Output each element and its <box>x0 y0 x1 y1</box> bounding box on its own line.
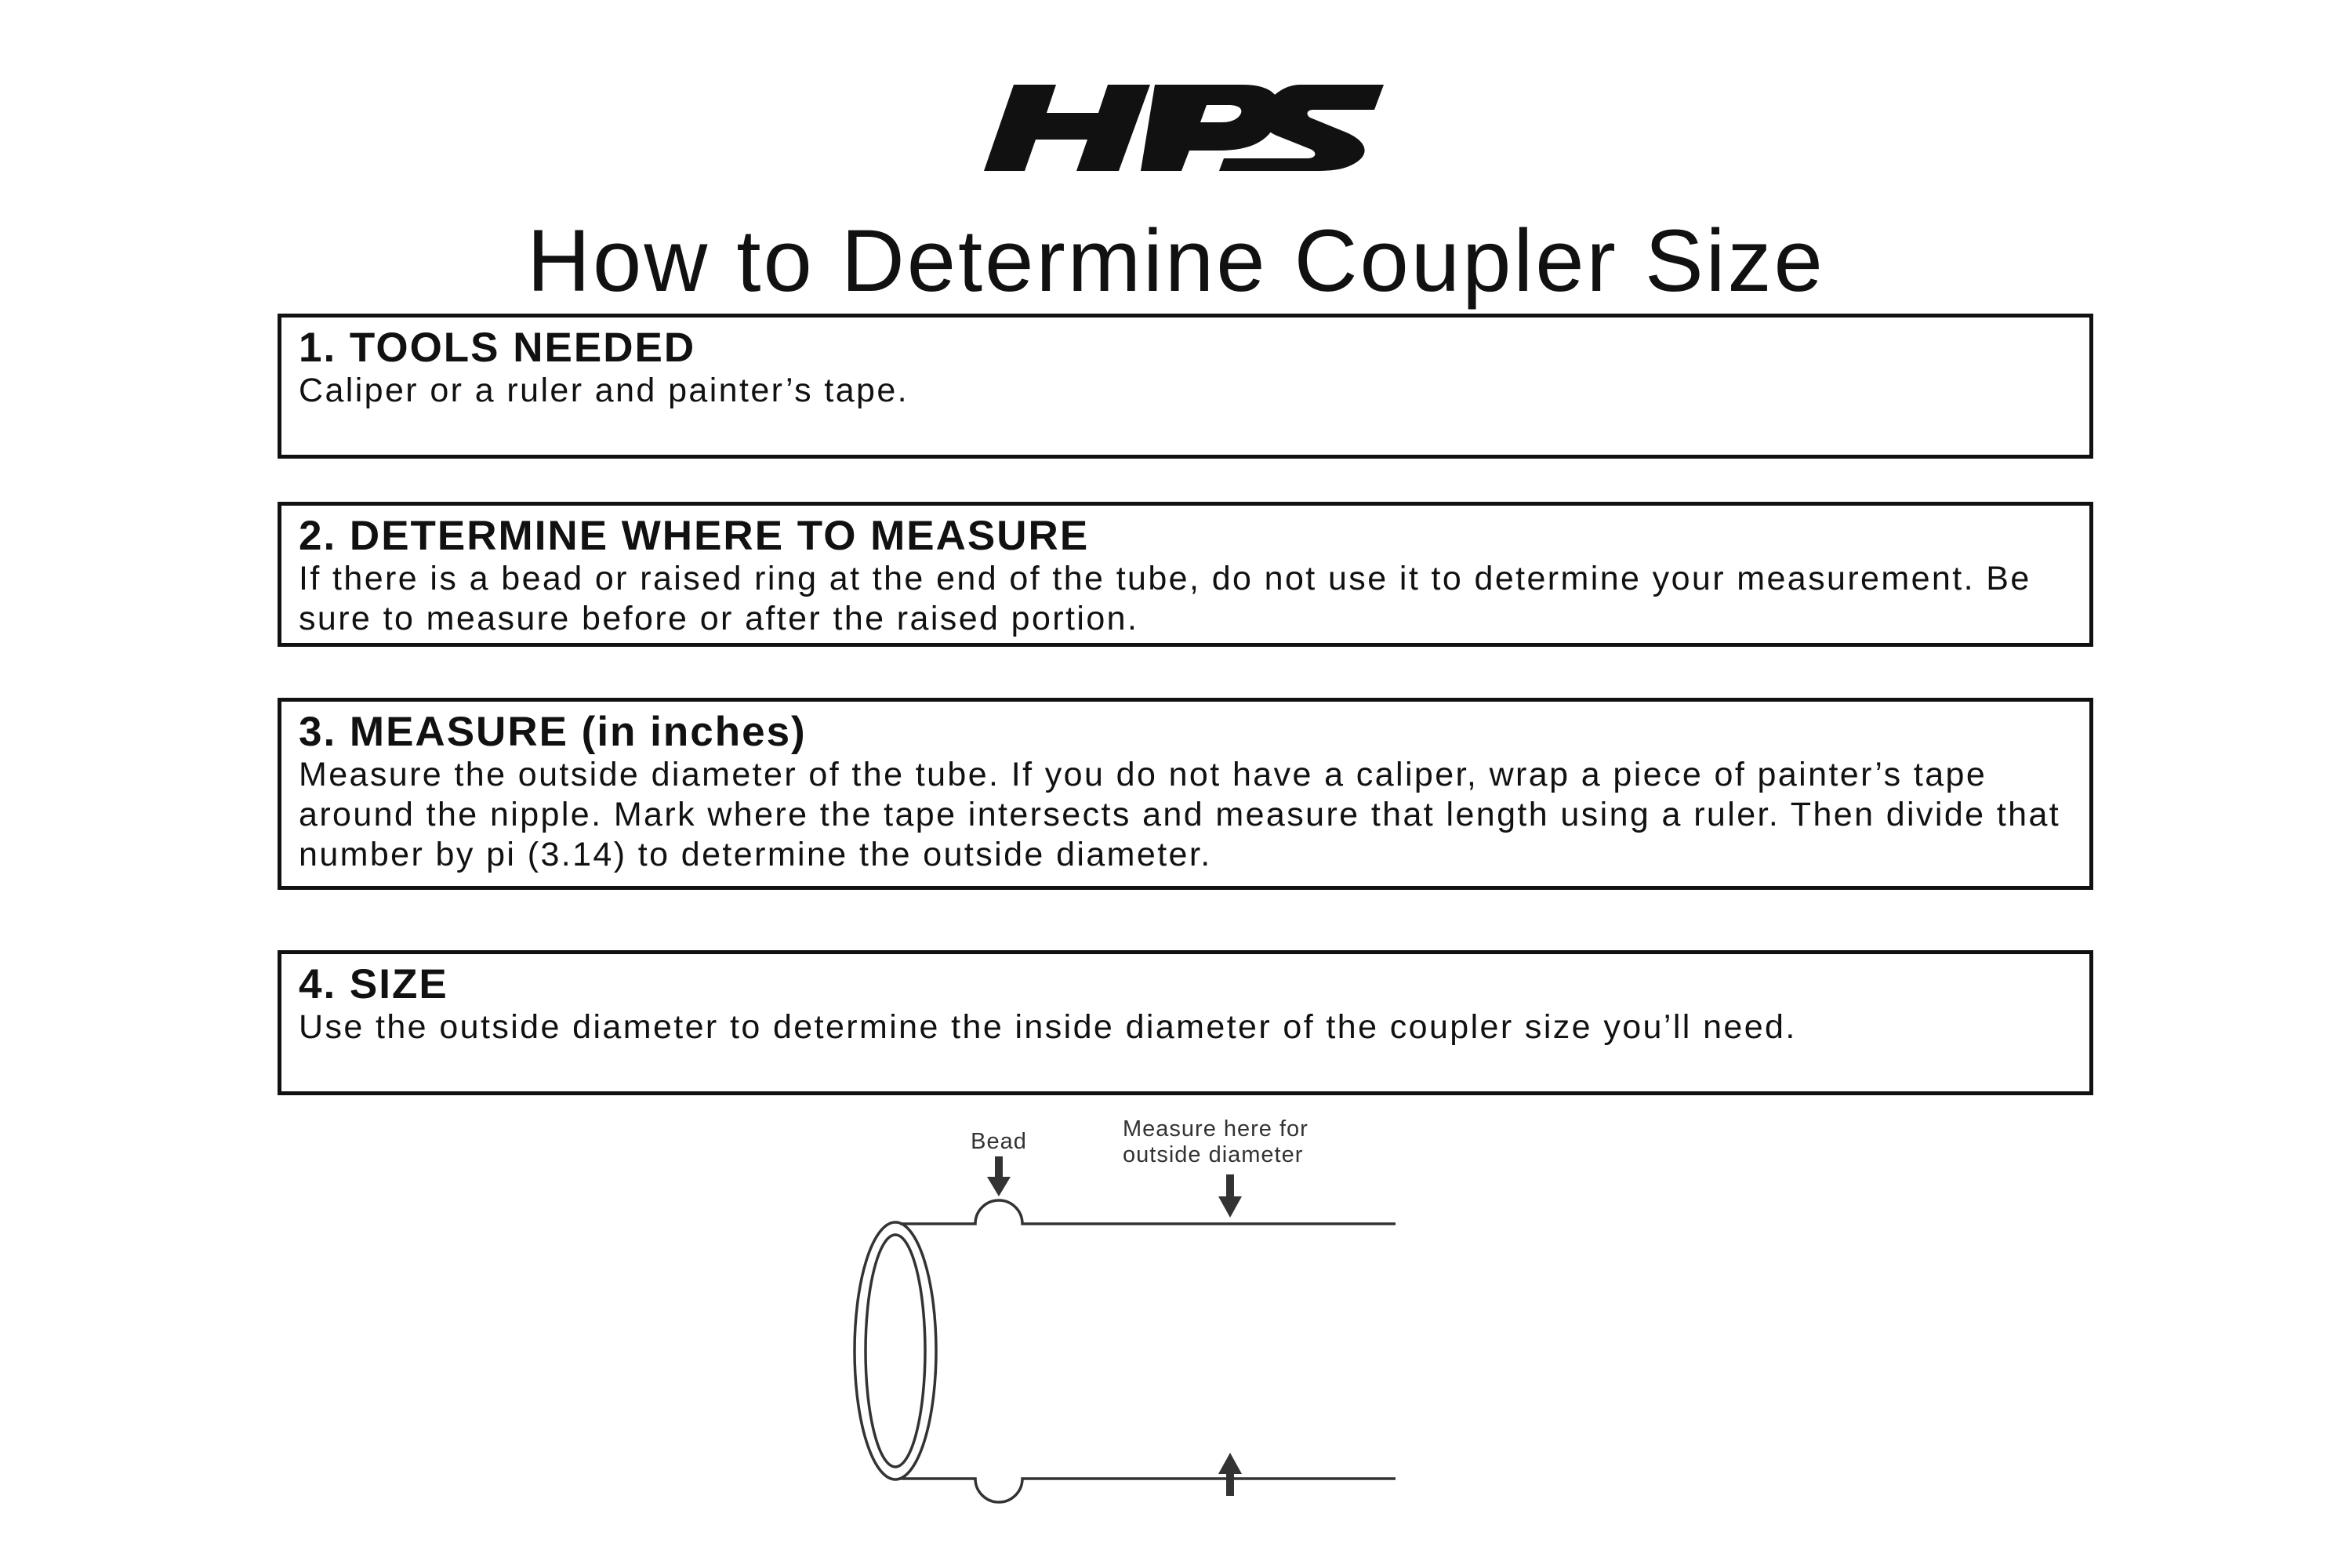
step-body: Measure the outside diameter of the tube. If you do not have a caliper, wrap a piece of painter’s tape around the nipple. Mark where the tape intersects and measure that length using a ruler. Then divide that number by pi (3.14) to determine the outside diameter. <box>299 756 2061 873</box>
measure-label-line1: Measure here for <box>1123 1116 1308 1142</box>
step-heading: 3. MEASURE (in inches) <box>299 709 807 755</box>
step-box-where-to-measure <box>278 502 2093 647</box>
measure-arrow-bottom-icon <box>1218 1453 1242 1496</box>
step-box-size <box>278 950 2093 1095</box>
step-box-measure <box>278 698 2093 890</box>
step-heading: 4. SIZE <box>299 961 448 1007</box>
step-body: Caliper or a ruler and painter’s tape. <box>299 372 909 409</box>
step-box-tools-needed <box>278 314 2093 459</box>
tube-outline <box>855 1200 1396 1502</box>
step-heading: 1. TOOLS NEEDED <box>299 325 696 371</box>
measure-label-line2: outside diameter <box>1123 1142 1304 1167</box>
step-body: Use the outside diameter to determine the inside diameter of the coupler size you’ll need. <box>299 1008 1797 1046</box>
page-title: How to Determine Coupler Size <box>527 212 1825 310</box>
step-heading: 2. DETERMINE WHERE TO MEASURE <box>299 513 1090 559</box>
step-body: If there is a bead or raised ring at the end of the tube, do not use it to determine your measurement. Be sure to measure before or after the raised portion. <box>299 560 2031 637</box>
hps-logo <box>984 78 1384 176</box>
measure-arrow-top-icon <box>1218 1174 1242 1218</box>
bead-arrow-icon <box>987 1156 1011 1196</box>
tube-diagram <box>823 1105 1450 1544</box>
bead-label: Bead <box>971 1129 1027 1154</box>
